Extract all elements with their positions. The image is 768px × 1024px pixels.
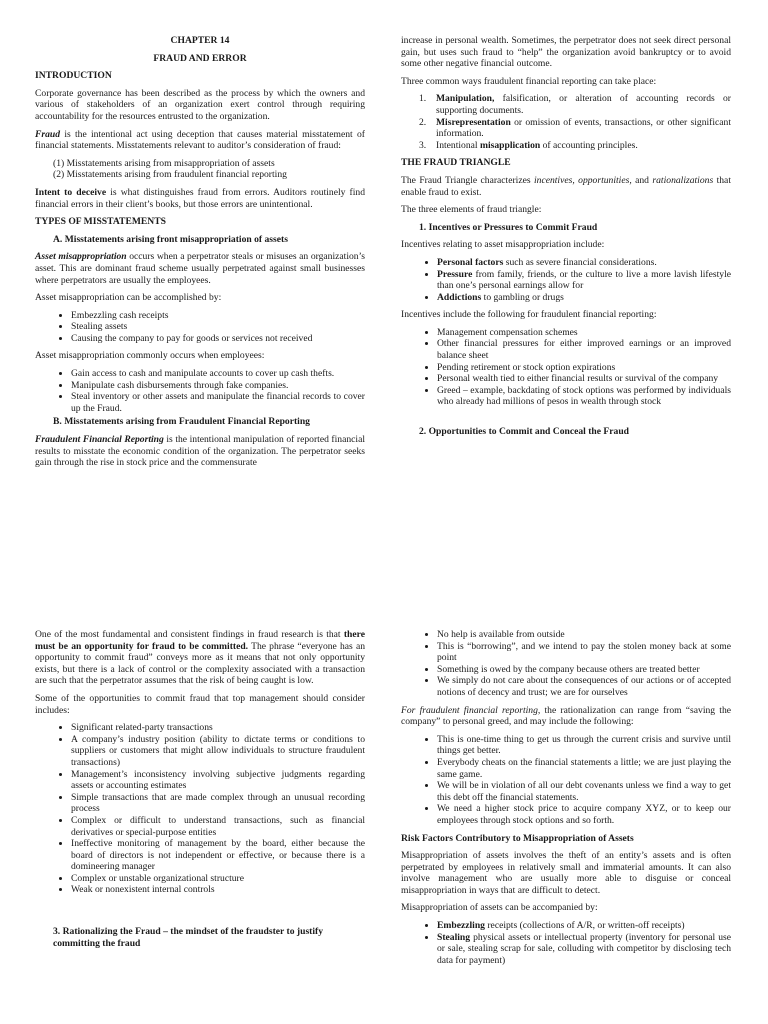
- list-item: [437, 932, 731, 967]
- list-bold: Embezzling: [437, 920, 485, 932]
- list-item: • We need a higher stock price to acquire company XYZ, or to keep our employees through stock options and so forth.: [437, 803, 731, 826]
- opportunities-intro: Some of the opportunities to commit fraud that top management should consider includes:: [35, 692, 365, 716]
- list-bold: Misrepresentation: [436, 116, 511, 128]
- chapter-title: FRAUD AND ERROR: [153, 52, 247, 64]
- list-number: 2.: [419, 116, 427, 128]
- list-pre: Intentional: [436, 139, 480, 151]
- list-bold: Addictions: [437, 291, 482, 303]
- list-item: • Something is owed by the company because others are treated better: [437, 664, 731, 676]
- fraud-triangle-heading: THE FRAUD TRIANGLE: [401, 157, 511, 169]
- list-item: [419, 117, 731, 140]
- ffr-rest: the rationalization can range from “saving the company” to personal greed, and may include the following:: [401, 704, 732, 728]
- occurs-list: [35, 368, 365, 414]
- ffr-rationalization-list: [401, 734, 731, 827]
- fraud-term: Fraud: [35, 128, 61, 140]
- list-item: [437, 920, 731, 932]
- intro-heading: INTRODUCTION: [35, 70, 112, 82]
- incentives-ffr-intro: Incentives include the following for fraudulent financial reporting:: [401, 309, 657, 321]
- list-number: 1.: [419, 93, 427, 105]
- ffr-rationalization-paragraph: [401, 705, 731, 728]
- list-item: • This is one-time thing to get us through the current crisis and survive until things get better.: [437, 734, 731, 757]
- triangle-mid: and: [631, 174, 653, 186]
- list-item: • Pending retirement or stock option expirations: [437, 362, 731, 374]
- chapter-number: CHAPTER 14: [170, 35, 230, 46]
- list-text: [436, 117, 731, 140]
- incentives-asset-intro: Incentives relating to asset misappropriation include:: [401, 239, 605, 251]
- asset-misappropriation-def: [35, 251, 365, 286]
- intent-paragraph: [35, 187, 365, 210]
- subheading-a: A. Misstatements arising front misappropriation of assets: [53, 233, 288, 245]
- fraud-list: [35, 158, 365, 181]
- list-item: (2) Misstatements arising from fraudulent financial reporting: [53, 169, 287, 181]
- ffr-italic: For fraudulent financial reporting,: [401, 704, 541, 716]
- three-elements-intro: The three elements of fraud triangle:: [401, 204, 542, 216]
- list-item: • No help is available from outside: [437, 629, 731, 641]
- list-rest: from family, friends, or the culture to live a more lavish lifestyle than one’s personal earnings allow for: [437, 268, 731, 292]
- list-rest: receipts (collections of A/R, or written-off receipts): [484, 920, 685, 932]
- list-item: • Causing the company to pay for goods or services not received: [71, 333, 365, 345]
- accompanied-list: [401, 920, 731, 966]
- list-rest: falsification, or alteration of accounting records or supporting documents.: [436, 93, 731, 116]
- list-rest: physical assets or intellectual property (inventory for personal use or sale, stealing scrap for sale, colluding with competitor by disclosing tech data for payment): [437, 931, 731, 966]
- list-bold: Stealing: [437, 931, 471, 943]
- list-text: [436, 140, 638, 152]
- list-item: • We will be in violation of all our debt covenants unless we find a way to get this debt off the financial statements.: [437, 780, 731, 803]
- intro-paragraph: Corporate governance has been described as the process by which the owners and various of stakeholders of an organization exert control through requiring accountability for the resources entrusted to the organization.: [35, 87, 365, 122]
- list-item: • Management compensation schemes: [437, 327, 731, 339]
- page1-left-column: [35, 35, 365, 475]
- continued-paragraph: increase in personal wealth. Sometimes, the perpetrator does not seek direct personal gain, but uses such fraud to “help” the organization avoid bankruptcy or to avoid some other negative financial outcome.: [401, 35, 731, 70]
- list-item: • Management’s inconsistency involving subjective judgments regarding assets or accounting estimates: [71, 769, 365, 792]
- triangle-italic-1: incentives, opportunities,: [533, 174, 632, 186]
- accompanied-intro: Misappropriation of assets can be accompanied by:: [401, 902, 598, 914]
- list-bold: Pressure: [437, 268, 473, 280]
- list-item: • Stealing assets: [71, 321, 365, 333]
- list-item: • A company’s industry position (ability to dictate terms or conditions to suppliers or customers that might allow individuals to structure fraudulent transactions): [71, 734, 365, 769]
- list-item: • Simple transactions that are made complex through an unusual recording process: [71, 792, 365, 815]
- list-item: • Complex or difficult to understand transactions, such as financial derivatives or special-purpose entities: [71, 815, 365, 838]
- list-rest: such as severe financial considerations.: [503, 256, 657, 268]
- types-heading: TYPES OF MISSTATEMENTS: [35, 216, 166, 228]
- ways-list: [401, 93, 731, 151]
- rationalization-list: [401, 629, 731, 699]
- subheading-b: B. Misstatements arising from Fraudulent Financial Reporting: [53, 416, 310, 428]
- list-bold: Manipulation,: [436, 93, 495, 105]
- triangle-italic-2: rationalizations: [652, 174, 714, 186]
- list-text: [436, 93, 731, 116]
- fraud-definition: [35, 129, 365, 152]
- list-rest: of accounting principles.: [540, 139, 638, 151]
- list-number: 3.: [419, 139, 427, 151]
- triangle-post: that enable fraud to exist.: [401, 174, 731, 198]
- three-ways-intro: Three common ways fraudulent financial reporting can take place:: [401, 75, 657, 87]
- list-item: • Personal wealth tied to either financial results or survival of the company: [437, 373, 731, 385]
- occurs-intro: Asset misappropriation commonly occurs when employees:: [35, 350, 265, 362]
- accomplished-intro: Asset misappropriation can be accomplished by:: [35, 292, 222, 304]
- list-item: • We simply do not care about the consequences of our actions or of accepted notions of decency and trust; we are for ourselves: [437, 675, 731, 698]
- intent-text: is what distinguishes fraud from errors. Auditors routinely find financial errors in their client’s books, but those errors are unintentional.: [35, 186, 365, 210]
- page2-right-column: [401, 629, 731, 972]
- list-item: • Embezzling cash receipts: [71, 310, 365, 322]
- list-item: • This is “borrowing”, and we intend to pay the stolen money back at some point: [437, 641, 731, 664]
- list-rest: to gambling or drugs: [481, 291, 564, 303]
- list-item: • Everybody cheats on the financial statements a little; we are just playing the same game.: [437, 757, 731, 780]
- list-item: [437, 292, 731, 304]
- list-item: • Other financial pressures for either improved earnings or an improved balance sheet: [437, 338, 731, 361]
- list-item: [437, 257, 731, 269]
- asset-def-text: occurs when a perpetrator steals or misuses an organization’s asset. This are dominant fraud scheme usually perpetrated against small businesses where perpetrators are usually the employees.: [35, 251, 365, 286]
- fraud-def-text: is the intentional act using deception that causes material misstatement of financial statements. Misstatements relevant to auditor’s consideration of fraud:: [35, 128, 365, 152]
- list-item: • Steal inventory or other assets and manipulate the financial records to cover up the Fraud.: [71, 391, 365, 414]
- para-post: The phrase “everyone has an opportunity to commit fraud” conveys more as it means that not only opportunity exists, but there is a lack of control or the complexity associated with a transaction are such that the perpetrator assumes that the risk of being caught is low.: [35, 640, 366, 687]
- ffr-definition: [35, 434, 365, 469]
- para-bold: there must be an opportunity for fraud to be committed.: [35, 629, 365, 652]
- list-bold: Personal factors: [437, 256, 504, 268]
- risk-paragraph: Misappropriation of assets involves the theft of an entity’s assets and is often perpetrated by employees in relatively small and immaterial amounts. It can also involve management who are usually more able to disguise or conceal misappropriation in ways that are difficult to detect.: [401, 850, 731, 896]
- list-rest: or omission of events, transactions, or other significant information.: [436, 116, 731, 140]
- para-pre: One of the most fundamental and consistent findings in fraud research is that: [35, 629, 344, 640]
- opportunities-list: [35, 722, 365, 896]
- list-item: (1) Misstatements arising from misappropriation of assets: [53, 157, 275, 169]
- asset-term: Asset misappropriation: [35, 251, 127, 263]
- list-item: • Ineffective monitoring of management by the board, either because the board of directors is not independent or effective, or because there is a domineering manager: [71, 838, 365, 873]
- intent-term: Intent to deceive: [35, 186, 107, 198]
- element-3-heading: 3. Rationalizing the Fraud – the mindset of the fraudster to justify committing the fraud: [53, 926, 324, 949]
- incentives-asset-list: [401, 257, 731, 303]
- list-bold: misapplication: [479, 139, 541, 151]
- opportunity-paragraph: [35, 629, 365, 687]
- list-item: • Manipulate cash disbursements through fake companies.: [71, 380, 365, 392]
- incentives-ffr-list: [401, 327, 731, 408]
- page1-right-column: [401, 35, 731, 444]
- element-2-heading: 2. Opportunities to Commit and Conceal the Fraud: [419, 426, 629, 438]
- list-item: • Gain access to cash and manipulate accounts to cover up cash thefts.: [71, 368, 365, 380]
- list-item: [437, 269, 731, 292]
- ffr-def-text: is the intentional manipulation of reported financial results to misstate the economic condition of the organization. The perpetrator seeks gain through the rise in stock price and the commensurate: [35, 434, 365, 469]
- ffr-term: Fraudulent Financial Reporting: [35, 434, 164, 446]
- element-1-heading: 1. Incentives or Pressures to Commit Fraud: [419, 221, 598, 233]
- list-item: • Significant related-party transactions: [71, 722, 365, 734]
- list-item: [419, 140, 731, 152]
- list-item: • Weak or nonexistent internal controls: [71, 884, 365, 896]
- list-item: • Greed – example, backdating of stock options was performed by individuals who already had millions of pesos in wealth through stock: [437, 385, 731, 408]
- triangle-pre: The Fraud Triangle characterizes: [401, 174, 534, 186]
- triangle-paragraph: [401, 175, 731, 198]
- risk-factors-heading: Risk Factors Contributory to Misappropriation of Assets: [401, 832, 634, 844]
- accomplished-list: [35, 310, 365, 345]
- list-item: [419, 93, 731, 116]
- list-item: • Complex or unstable organizational structure: [71, 873, 365, 885]
- page2-left-column: [35, 629, 365, 955]
